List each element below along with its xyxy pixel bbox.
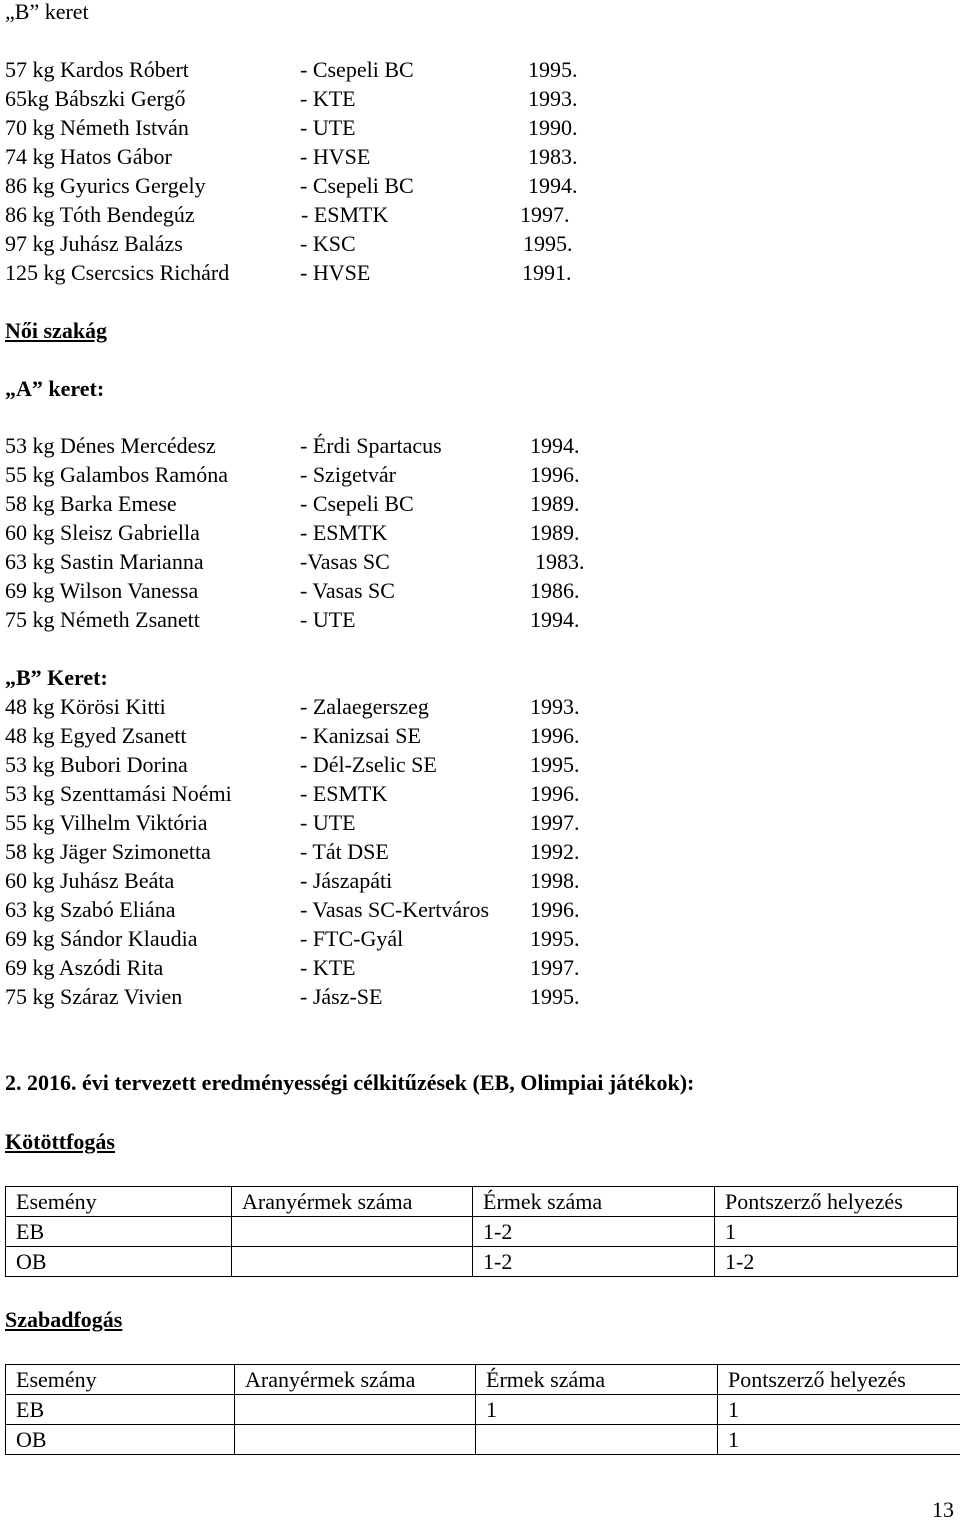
athlete-name: 69 kg Aszódi Rita	[5, 955, 164, 980]
athlete-club: - Kanizsai SE	[300, 723, 421, 748]
table-cell	[476, 1425, 718, 1455]
women-b-title: „B” Keret:	[5, 665, 108, 690]
table-cell: 1-2	[473, 1217, 715, 1247]
table-cell: 1-2	[715, 1247, 958, 1277]
athlete-name: 60 kg Sleisz Gabriella	[5, 520, 200, 545]
athlete-club: - Érdi Spartacus	[300, 433, 442, 458]
women-a-title: „A” keret:	[5, 376, 105, 401]
athlete-name: 86 kg Gyurics Gergely	[5, 173, 206, 198]
athlete-year: 1997.	[530, 810, 580, 835]
athlete-club: - KSC	[300, 231, 356, 256]
athlete-year: 1989.	[530, 491, 580, 516]
athlete-name: 48 kg Körösi Kitti	[5, 694, 166, 719]
athlete-year: 1995.	[530, 926, 580, 951]
athlete-name: 57 kg Kardos Róbert	[5, 57, 189, 82]
athlete-club: - ESMTK	[300, 781, 388, 806]
athlete-club: - UTE	[300, 607, 356, 632]
athlete-name: 55 kg Vilhelm Viktória	[5, 810, 208, 835]
page-number: 13	[932, 1497, 954, 1522]
athlete-year: 1986.	[530, 578, 580, 603]
athlete-club: - KTE	[300, 86, 356, 111]
athlete-name: 60 kg Juhász Beáta	[5, 868, 175, 893]
athlete-year: 1983.	[535, 549, 585, 574]
table-row	[6, 1247, 958, 1277]
athlete-name: 74 kg Hatos Gábor	[5, 144, 172, 169]
table-cell: 1	[715, 1217, 958, 1247]
athlete-name: 75 kg Németh Zsanett	[5, 607, 200, 632]
athlete-name: 70 kg Németh István	[5, 115, 189, 140]
section-b-title: „B” keret	[5, 0, 89, 24]
athlete-club: - Csepeli BC	[300, 57, 414, 82]
athlete-year: 1995.	[530, 752, 580, 777]
athlete-year: 1996.	[530, 723, 580, 748]
athlete-name: 97 kg Juhász Balázs	[5, 231, 183, 256]
athlete-year: 1993.	[530, 694, 580, 719]
table-cell: 1	[476, 1395, 718, 1425]
column-header: Érmek száma	[473, 1187, 715, 1217]
athlete-name: 48 kg Egyed Zsanett	[5, 723, 187, 748]
athlete-name: 86 kg Tóth Bendegúz	[5, 202, 195, 227]
athlete-year: 1990.	[528, 115, 578, 140]
athlete-name: 58 kg Jäger Szimonetta	[5, 839, 211, 864]
athlete-club: - UTE	[300, 810, 356, 835]
athlete-name: 58 kg Barka Emese	[5, 491, 177, 516]
athlete-year: 1994.	[530, 607, 580, 632]
column-header: Esemény	[6, 1187, 232, 1217]
athlete-name: 69 kg Wilson Vanessa	[5, 578, 199, 603]
athlete-club: -Vasas SC	[300, 549, 390, 574]
athlete-year: 1995.	[530, 984, 580, 1009]
table-header-row	[6, 1365, 960, 1395]
athlete-year: 1995.	[523, 231, 573, 256]
column-header: Esemény	[6, 1365, 235, 1395]
freestyle-title: Szabadfogás	[5, 1307, 123, 1332]
athlete-club: - UTE	[300, 115, 356, 140]
table-cell	[235, 1395, 476, 1425]
womens-section-title: Női szakág	[5, 318, 108, 343]
athlete-name: 55 kg Galambos Ramóna	[5, 462, 229, 487]
table-cell: 1	[718, 1425, 960, 1455]
freestyle-table	[5, 1364, 960, 1455]
athlete-year: 1983.	[528, 144, 578, 169]
athlete-club: - Vasas SC	[300, 578, 395, 603]
table-row	[6, 1425, 960, 1455]
table-cell: EB	[6, 1217, 232, 1247]
athlete-name: 69 kg Sándor Klaudia	[5, 926, 198, 951]
athlete-name: 53 kg Bubori Dorina	[5, 752, 188, 777]
athlete-club: - Jász-SE	[300, 984, 383, 1009]
athlete-year: 1996.	[530, 462, 580, 487]
table-cell: OB	[6, 1247, 232, 1277]
athlete-club: - Csepeli BC	[300, 173, 414, 198]
table-cell: 1	[718, 1395, 960, 1425]
athlete-year: 1998.	[530, 868, 580, 893]
column-header: Aranyérmek száma	[235, 1365, 476, 1395]
table-cell: OB	[6, 1425, 235, 1455]
athlete-club: - FTC-Gyál	[300, 926, 404, 951]
athlete-year: 1992.	[530, 839, 580, 864]
athlete-club: - HVSE	[300, 144, 371, 169]
greco-title: Kötöttfogás	[5, 1129, 115, 1154]
table-row	[6, 1217, 958, 1247]
athlete-club: - ESMTK	[301, 202, 389, 227]
athlete-club: - Tát DSE	[300, 839, 389, 864]
athlete-name: 53 kg Dénes Mercédesz	[5, 433, 216, 458]
table-row	[6, 1395, 960, 1425]
athlete-year: 1993.	[528, 86, 578, 111]
athlete-club: - ESMTK	[300, 520, 388, 545]
table-cell	[235, 1425, 476, 1455]
athlete-year: 1997.	[520, 202, 570, 227]
athlete-club: - KTE	[300, 955, 356, 980]
athlete-club: - Vasas SC-Kertváros	[300, 897, 490, 922]
athlete-year: 1996.	[530, 897, 580, 922]
athlete-name: 65kg Bábszki Gergő	[5, 86, 186, 111]
athlete-club: - HVSE	[300, 260, 371, 285]
table-cell: EB	[6, 1395, 235, 1425]
table-cell	[232, 1247, 473, 1277]
athlete-club: - Dél-Zselic SE	[300, 752, 437, 777]
table-cell	[232, 1217, 473, 1247]
athlete-year: 1995.	[528, 57, 578, 82]
athlete-name: 75 kg Száraz Vivien	[5, 984, 183, 1009]
athlete-year: 1991.	[522, 260, 572, 285]
athlete-club: - Zalaegerszeg	[300, 694, 429, 719]
athlete-year: 1989.	[530, 520, 580, 545]
athlete-club: - Jászapáti	[300, 868, 393, 893]
table-header-row	[6, 1187, 958, 1217]
athlete-club: - Csepeli BC	[300, 491, 414, 516]
athlete-name: 63 kg Szabó Eliána	[5, 897, 176, 922]
table-cell: 1-2	[473, 1247, 715, 1277]
athlete-year: 1994.	[528, 173, 578, 198]
athlete-year: 1997.	[530, 955, 580, 980]
athlete-name: 53 kg Szenttamási Noémi	[5, 781, 232, 806]
column-header: Aranyérmek száma	[232, 1187, 473, 1217]
athlete-club: - Szigetvár	[300, 462, 396, 487]
athlete-year: 1994.	[530, 433, 580, 458]
column-header: Pontszerző helyezés	[718, 1365, 960, 1395]
column-header: Pontszerző helyezés	[715, 1187, 958, 1217]
athlete-year: 1996.	[530, 781, 580, 806]
goals-heading: 2. 2016. évi tervezett eredményességi célkitűzések (EB, Olimpiai játékok):	[5, 1070, 695, 1095]
athlete-name: 63 kg Sastin Marianna	[5, 549, 204, 574]
greco-table	[5, 1186, 958, 1277]
athlete-name: 125 kg Csercsics Richárd	[5, 260, 230, 285]
column-header: Érmek száma	[476, 1365, 718, 1395]
